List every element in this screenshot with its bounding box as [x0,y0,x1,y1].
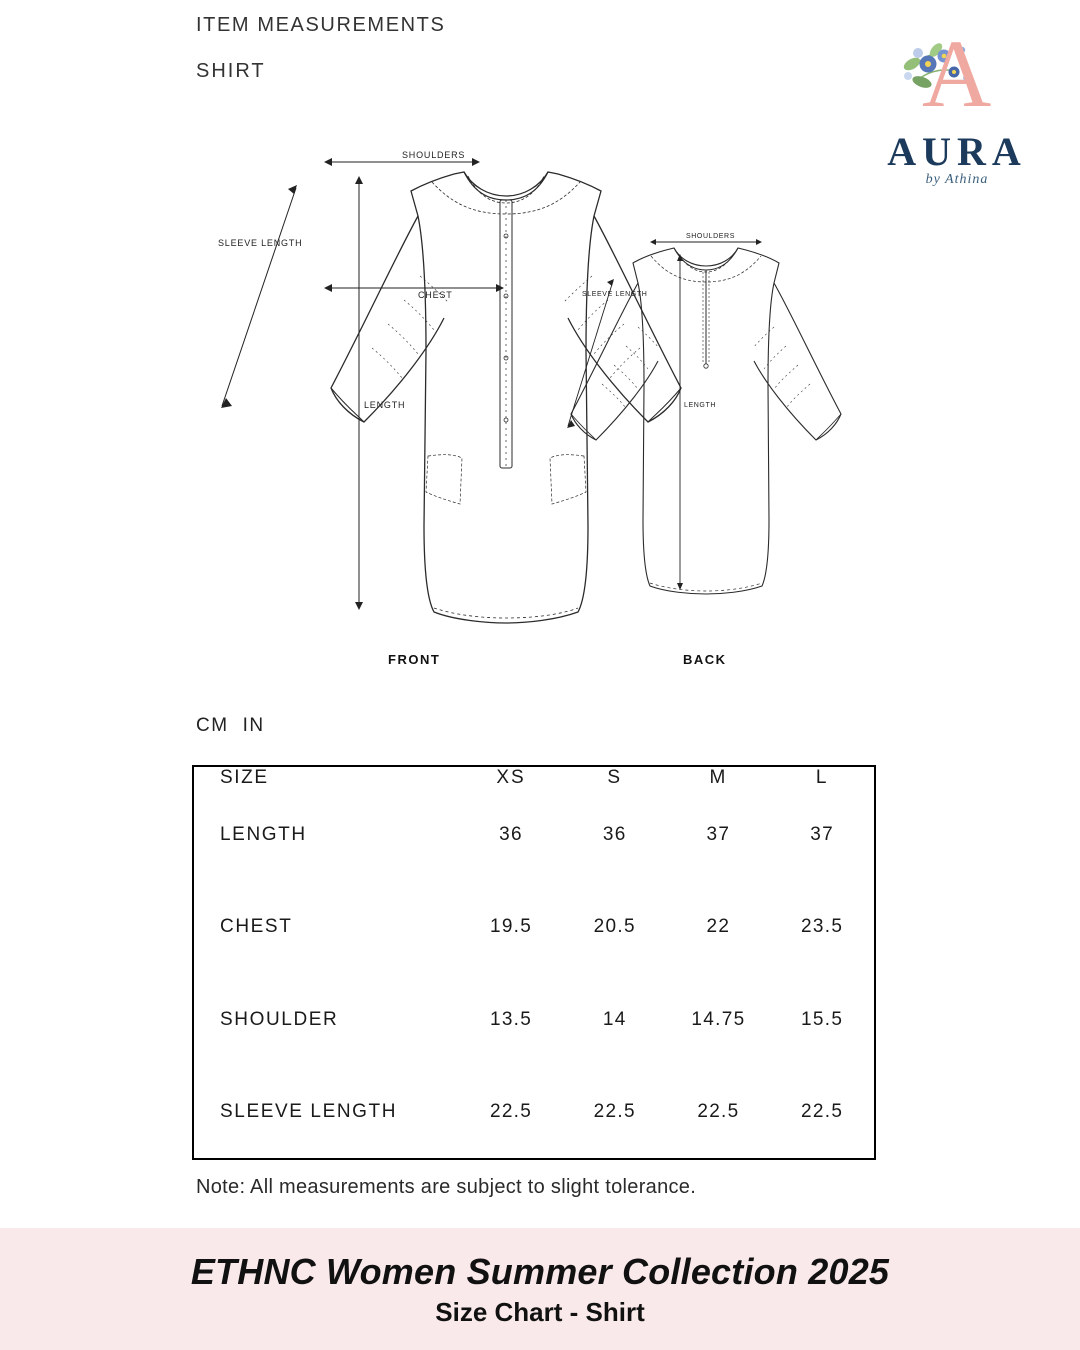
label-shoulders-front: SHOULDERS [402,150,466,160]
cell-chest-s: 20.5 [593,916,636,938]
cell-sleeve-s: 22.5 [593,1100,636,1122]
column-header-xs: XS [496,767,526,788]
garment-technical-drawing [196,96,886,686]
cell-length-xs: 36 [499,824,523,846]
cell-sleeve-m: 22.5 [697,1100,740,1122]
cell-length-m: 37 [706,824,731,846]
cell-shoulder-s: 14 [602,1008,627,1030]
row-label-sleeve-length: SLEEVE LENGTH [220,1100,398,1122]
label-length-front: LENGTH [364,400,406,410]
cell-sleeve-xs: 22.5 [489,1100,533,1122]
label-length-back: LENGTH [684,402,716,409]
tolerance-note: Note: All measurements are subject to slight tolerance. [196,1176,697,1198]
footer-banner [0,1228,1080,1350]
cell-chest-l: 23.5 [801,916,844,938]
unit-cm: CM [196,715,229,736]
column-header-l: L [815,767,829,788]
footer-collection-title: ETHNC Women Summer Collection 2025 [190,1251,890,1292]
front-view-illustration [331,172,681,623]
unit-in: IN [242,715,265,736]
brand-logo [862,20,1052,200]
cell-length-l: 37 [810,824,834,846]
table-row [194,1066,874,1158]
logo-wordmark: AURA [887,129,1027,174]
cell-shoulder-l: 15.5 [801,1008,844,1030]
table-row [194,789,874,881]
garment-subtitle: SHIRT [196,60,266,82]
cell-shoulder-xs: 13.5 [489,1008,533,1030]
label-sleeve-length-back: SLEEVE LENGTH [582,291,648,298]
cell-sleeve-l: 22.5 [801,1100,844,1122]
column-header-s: S [607,767,623,788]
front-measurement-lines [221,158,504,610]
column-header-m: M [709,767,728,788]
logo-byline: by Athina [925,172,989,187]
row-label-length: LENGTH [220,824,307,846]
label-chest-front: CHEST [418,290,453,300]
cell-chest-xs: 19.5 [489,916,533,938]
unit-indicator [196,715,265,737]
page-title: ITEM MEASUREMENTS [196,14,446,36]
footer-subtitle: Size Chart - Shirt [435,1297,645,1327]
cell-chest-m: 22 [706,916,731,938]
table-row [194,974,874,1066]
front-view-label: FRONT [388,652,441,667]
back-view-label: BACK [683,652,727,667]
cell-shoulder-m: 14.75 [691,1008,746,1030]
column-header-size: SIZE [220,767,269,788]
logo-monogram: A [922,20,992,127]
row-label-chest: CHEST [220,916,293,938]
cell-length-s: 36 [602,824,627,846]
table-row [194,881,874,973]
label-shoulders-back: SHOULDERS [686,233,735,240]
label-sleeve-length-front: SLEEVE LENGTH [218,238,303,248]
back-view-illustration [571,248,841,594]
table-header-row [194,767,874,789]
row-label-shoulder: SHOULDER [220,1008,339,1030]
size-chart-table [192,765,876,1160]
